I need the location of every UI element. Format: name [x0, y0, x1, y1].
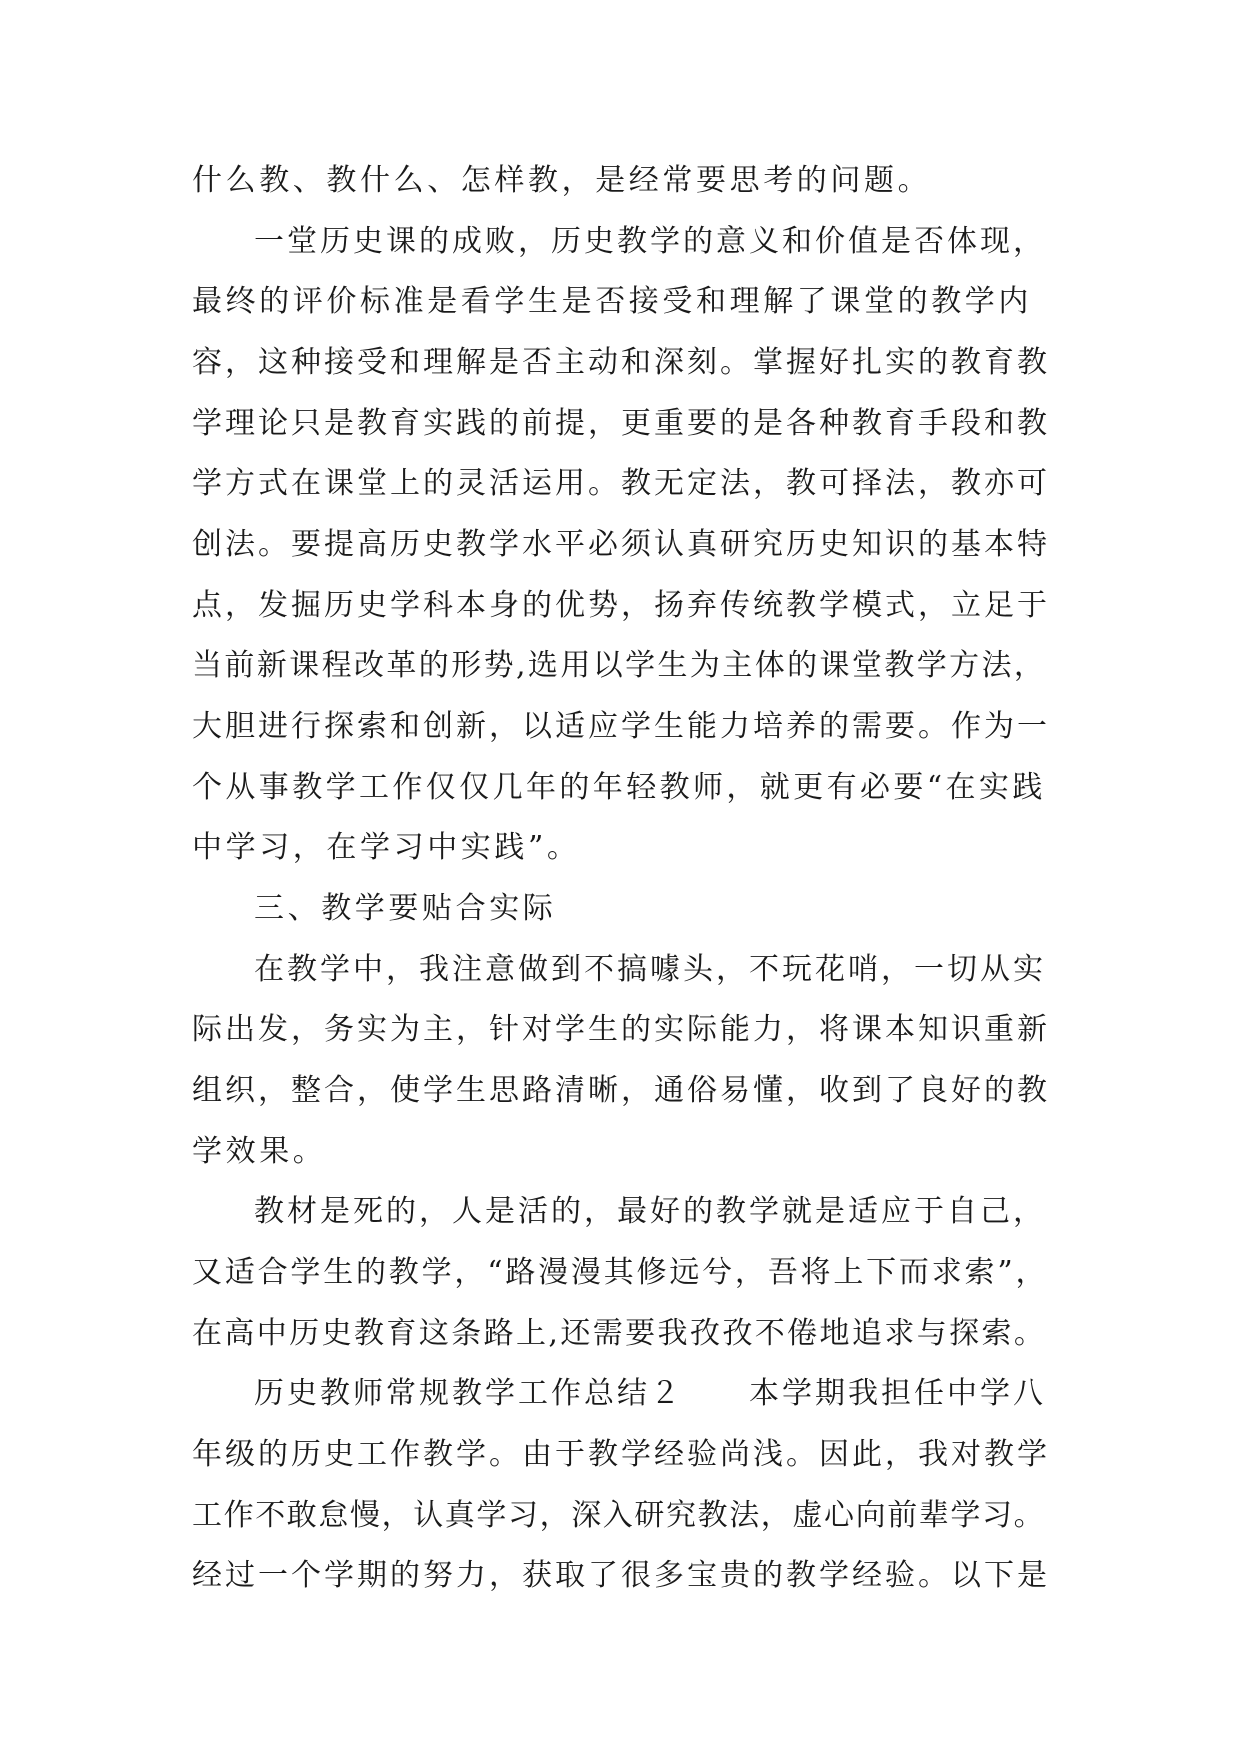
text-line: 最终的评价标准是看学生是否接受和理解了课堂的教学内: [192, 284, 1032, 319]
text-line: 学方式在课堂上的灵活运用。教无定法，教可择法，教亦可: [192, 466, 1050, 501]
text-line: 个从事教学工作仅仅几年的年轻教师，就更有必要“在实践: [192, 770, 1046, 805]
text-line: 什么教、教什么、怎样教，是经常要思考的问题。: [192, 163, 932, 198]
text-line: 大胆进行探索和创新，以适应学生能力培养的需要。作为一: [192, 709, 1050, 744]
text-line: 点，发掘历史学科本身的优势，扬弃传统教学模式，立足于: [192, 588, 1050, 623]
text-line: 一堂历史课的成败，历史教学的意义和价值是否体现，: [254, 224, 1046, 259]
text-line: 经过一个学期的努力，获取了很多宝贵的教学经验。以下是: [192, 1558, 1050, 1593]
text-line: 又适合学生的教学，“路漫漫其修远兮，吾将上下而求索”，: [192, 1255, 1049, 1290]
text-line: 学效果。: [192, 1134, 327, 1169]
text-line: 在高中历史教育这条路上,还需要我孜孜不倦地追求与探索。: [192, 1316, 1047, 1351]
text-line: 在教学中，我注意做到不搞噱头，不玩花哨，一切从实: [254, 952, 1046, 987]
text-line: 学理论只是教育实践的前提，更重要的是各种教育手段和教: [192, 406, 1050, 441]
text-line: 工作不敢怠慢，认真学习，深入研究教法，虚心向前辈学习。: [192, 1498, 1046, 1533]
text-line: 年级的历史工作教学。由于教学经验尚浅。因此，我对教学: [192, 1437, 1050, 1472]
text-line: 组织，整合，使学生思路清晰，通俗易懂，收到了良好的教: [192, 1073, 1050, 1108]
text-line: 际出发，务实为主，针对学生的实际能力，将课本知识重新: [192, 1012, 1050, 1047]
text-line: 历史教师常规教学工作总结２ 本学期我担任中学八: [254, 1376, 1046, 1411]
text-line: 教材是死的，人是活的，最好的教学就是适应于自己，: [254, 1194, 1046, 1229]
text-line: 创法。要提高历史教学水平必须认真研究历史知识的基本特: [192, 527, 1050, 562]
text-line: 容，这种接受和理解是否主动和深刻。掌握好扎实的教育教: [192, 345, 1050, 380]
text-line: 中学习，在学习中实践”。: [192, 830, 581, 865]
section-heading: 三、教学要贴合实际: [254, 891, 557, 926]
text-line: 当前新课程改革的形势,选用以学生为主体的课堂教学方法，: [192, 648, 1047, 683]
